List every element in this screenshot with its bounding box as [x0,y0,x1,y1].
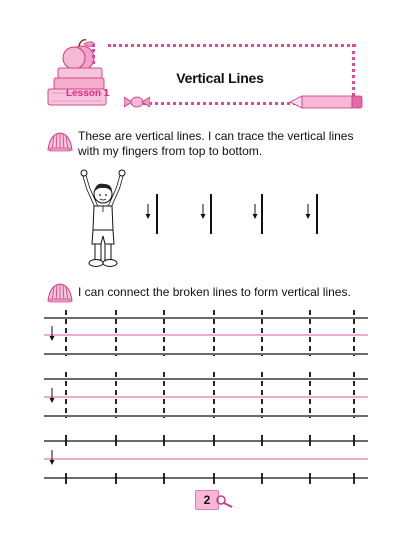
section2-instruction: I can connect the broken lines to form vertical lines. [78,285,351,299]
practice-row-3 [44,435,368,484]
shell-icon [46,281,74,303]
boy-stretching-icon [78,168,128,270]
trace-line-1 [146,194,158,234]
magnifier-icon [216,494,234,508]
practice-row-2 [44,372,368,418]
broken-lines-worksheet [44,306,370,486]
pencil-icon [290,94,364,110]
header-frame-left [92,44,95,64]
page-number: 2 [195,490,219,510]
trace-lines-area [140,190,330,238]
candy-icon [124,96,150,108]
trace-line-3 [253,194,263,234]
lesson-label: Lesson 1 [66,88,110,99]
section1-instruction: These are vertical lines. I can trace the vertical lines with my fingers from top to bottom. [78,129,354,158]
trace-line-2 [201,194,212,234]
practice-row-1 [44,310,368,356]
shell-icon [46,130,74,152]
header-frame-top [108,44,356,47]
trace-line-4 [306,194,318,234]
page-title: Vertical Lines [176,70,264,86]
header-frame-right [352,44,355,96]
